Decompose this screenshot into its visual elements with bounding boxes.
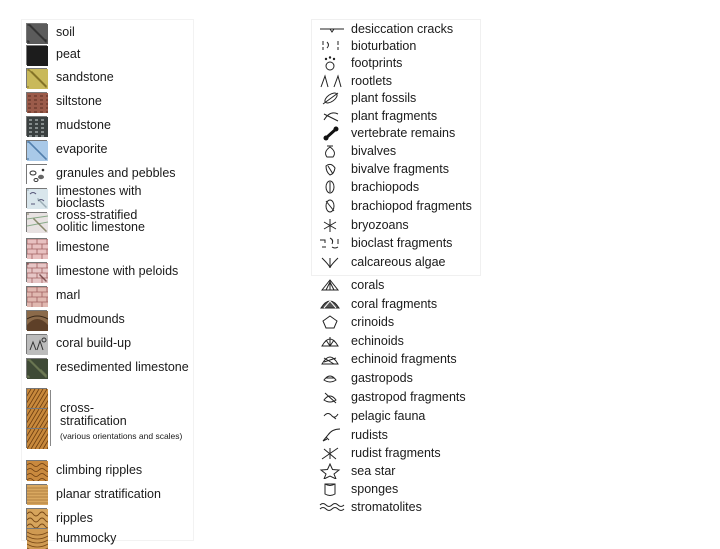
symbol-label: coral fragments — [351, 297, 438, 311]
footprints-icon — [318, 55, 346, 71]
symbol-label: echinoids — [351, 334, 404, 348]
lithology-swatch — [26, 212, 47, 232]
pelagic-fauna-icon — [318, 408, 346, 424]
lithology-label: soil — [56, 25, 75, 39]
symbol-label: rudist fragments — [351, 446, 441, 460]
lithology-swatch — [26, 140, 47, 160]
structure-label: hummocky — [56, 531, 117, 545]
lithology-swatch — [26, 23, 47, 43]
coral-fragments-icon — [318, 296, 346, 312]
bracket — [50, 390, 51, 446]
bioclast-fragments-icon — [318, 235, 346, 251]
calcareous-algae-icon — [318, 254, 346, 270]
corals-icon — [318, 277, 346, 293]
symbol-label: bivalves — [351, 144, 397, 158]
structure-label: ripples — [56, 511, 93, 525]
symbol-label: rudists — [351, 428, 388, 442]
symbol-label: pelagic fauna — [351, 409, 426, 423]
lithology-swatch — [26, 92, 47, 112]
lithology-label: coral build-up — [56, 336, 132, 350]
symbol-label: vertebrate remains — [351, 126, 456, 140]
symbol-label: gastropods — [351, 371, 413, 385]
vertebrate-remains-icon — [318, 125, 346, 141]
lithology-swatch — [26, 68, 47, 88]
lithology-swatch — [26, 358, 47, 378]
structure-swatch — [26, 508, 47, 528]
lithology-swatch — [26, 286, 47, 306]
symbol-label: desiccation cracks — [351, 22, 454, 36]
stromatolites-icon — [318, 499, 346, 515]
cross-stratification-label: cross- stratification — [60, 401, 127, 428]
gastropods-icon — [318, 370, 346, 386]
symbol-label: plant fragments — [351, 109, 438, 123]
symbol-label: corals — [351, 278, 385, 292]
bivalve-fragments-icon — [318, 161, 346, 177]
symbol-label: gastropod fragments — [351, 390, 466, 404]
bryozoans-icon — [318, 217, 346, 233]
symbol-label: calcareous algae — [351, 255, 446, 269]
lithology-swatch — [26, 188, 47, 208]
lithology-label: mudmounds — [56, 312, 125, 326]
symbol-label: brachiopods — [351, 180, 420, 194]
cross-stratification-note: (various orientations and scales) — [60, 431, 183, 441]
lithology-label: mudstone — [56, 118, 111, 132]
structure-swatch — [26, 528, 47, 540]
symbol-label: brachiopod fragments — [351, 199, 472, 213]
symbol-label: stromatolites — [351, 500, 422, 514]
symbol-label: plant fossils — [351, 91, 417, 105]
symbol-label: echinoid fragments — [351, 352, 457, 366]
lithology-label: sandstone — [56, 70, 114, 84]
symbol-label: bivalve fragments — [351, 162, 449, 176]
lithology-swatch — [26, 45, 47, 65]
lithology-swatch — [26, 262, 47, 282]
structure-swatch — [26, 460, 47, 480]
lithology-swatch — [26, 164, 47, 184]
lithology-label: limestones with bioclasts — [56, 184, 142, 210]
sea-star-icon — [318, 463, 346, 479]
symbol-label: sea star — [351, 464, 396, 478]
lithology-label: limestone with peloids — [56, 264, 179, 278]
lithology-swatch — [26, 334, 47, 354]
brachiopod-fragments-icon — [318, 198, 346, 214]
brachiopods-icon — [318, 179, 346, 195]
symbol-label: sponges — [351, 482, 399, 496]
echinoid-fragments-icon — [318, 351, 346, 367]
cross-stratification-swatch — [26, 428, 47, 448]
desiccation-cracks-icon — [318, 21, 346, 37]
structure-label: climbing ripples — [56, 463, 143, 477]
symbol-label: rootlets — [351, 74, 392, 88]
symbol-label: bioturbation — [351, 39, 417, 53]
lithology-label: peat — [56, 47, 81, 61]
plant-fossils-icon — [318, 90, 346, 106]
sponges-icon — [318, 481, 346, 497]
lithology-swatch — [26, 116, 47, 136]
symbol-label: footprints — [351, 56, 403, 70]
lithology-label: resedimented limestone — [56, 360, 189, 374]
lithology-swatch — [26, 310, 47, 330]
lithology-label: cross-stratified oolitic limestone — [56, 208, 145, 234]
lithology-label: limestone — [56, 240, 110, 254]
rootlets-icon — [318, 73, 346, 89]
structure-label: planar stratification — [56, 487, 161, 501]
lithology-label: granules and pebbles — [56, 166, 176, 180]
lithology-label: evaporite — [56, 142, 108, 156]
lithology-label: marl — [56, 288, 81, 302]
cross-stratification-swatch — [26, 408, 47, 428]
crinoids-icon — [318, 314, 346, 330]
symbol-label: bryozoans — [351, 218, 409, 232]
rudist-fragments-icon — [318, 445, 346, 461]
cross-stratification-swatch — [26, 388, 47, 408]
structure-swatch — [26, 484, 47, 504]
lithology-swatch — [26, 238, 47, 258]
bivalves-icon — [318, 143, 346, 159]
symbol-label: crinoids — [351, 315, 395, 329]
bioturbation-icon — [318, 38, 346, 54]
gastropod-fragments-icon — [318, 389, 346, 405]
rudists-icon — [318, 427, 346, 443]
symbol-label: bioclast fragments — [351, 236, 453, 250]
plant-fragments-icon — [318, 108, 346, 124]
echinoids-icon — [318, 333, 346, 349]
lithology-label: siltstone — [56, 94, 102, 108]
